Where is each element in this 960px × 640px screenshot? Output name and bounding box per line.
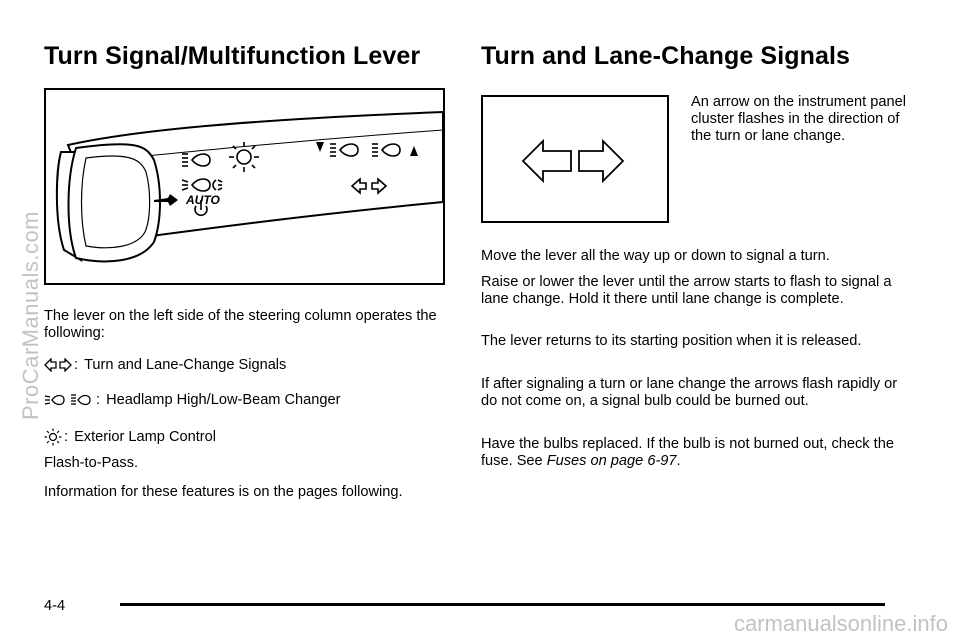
side-watermark: ProCarManuals.com <box>18 210 43 420</box>
right-paragraph-3: The lever returns to its starting position when it is released. <box>481 333 862 349</box>
headlamp-beam-icon <box>44 392 94 408</box>
section-title-turn-signals: Turn and Lane-Change Signals <box>481 42 851 70</box>
flash-to-pass: Flash-to-Pass. <box>44 455 139 471</box>
legend-text: Headlamp High/Low-Beam Changer <box>106 392 341 408</box>
legend-text: Turn and Lane-Change Signals <box>84 357 287 373</box>
right-paragraph-4: If after signaling a turn or lane change the arrows flash rapidly or do not come on, a signal bulb could be burned out. <box>481 376 898 409</box>
info-note: Information for these features is on the pages following. <box>44 484 403 500</box>
auto-label: AUTO <box>186 193 220 207</box>
period: . <box>676 453 681 469</box>
lever-drawing <box>46 90 443 283</box>
turn-signal-arrows-icon <box>44 358 72 372</box>
section-title-multifunction-lever: Turn Signal/Multifunction Lever <box>44 42 421 70</box>
fuse-text: Have the bulbs replaced. If the bulb is not burned out, check the fuse. See <box>481 436 894 469</box>
lever-illustration <box>44 88 445 285</box>
right-paragraph-1: Move the lever all the way up or down to signal a turn. <box>481 248 830 264</box>
legend-exterior-lamp: : Exterior Lamp Control <box>44 428 216 446</box>
bottom-watermark: carmanualsonline.info <box>733 611 948 636</box>
turn-arrows-illustration <box>481 95 669 223</box>
legend-turn-signals: : Turn and Lane-Change Signals <box>44 357 286 373</box>
arrow-note: An arrow on the instrument panel cluster flashes in the direction of the turn or lane change. <box>691 94 906 144</box>
legend-headlamp-beam: : Headlamp High/Low-Beam Changer <box>44 392 341 408</box>
right-paragraph-2: Raise or lower the lever until the arrow starts to flash to signal a lane change. Hold it there until lane change is complete. <box>481 274 892 307</box>
page-number: 4-4 <box>44 598 66 614</box>
lever-intro: The lever on the left side of the steering column operates the following: <box>44 308 437 341</box>
fuses-page-link[interactable]: Fuses on page 6-97 <box>546 453 677 469</box>
turn-arrows-icon <box>483 97 667 221</box>
legend-text: Exterior Lamp Control <box>74 429 217 445</box>
right-paragraph-5 <box>481 436 901 470</box>
exterior-lamp-icon <box>44 428 62 446</box>
footer-rule <box>120 603 885 606</box>
